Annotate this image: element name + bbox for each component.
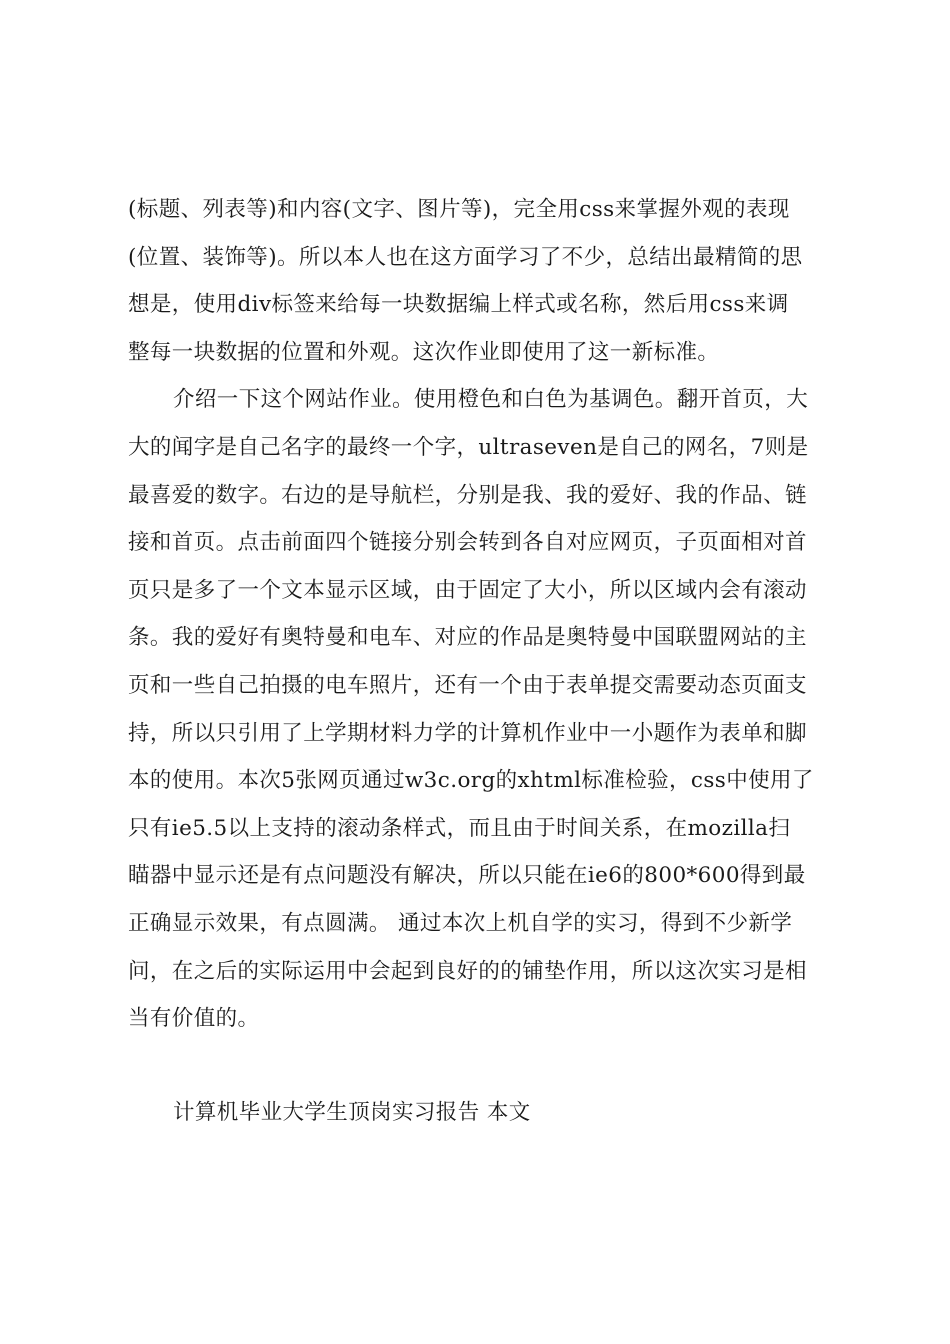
text-line: 正确显示效果，有点圆满。 通过本次上机自学的实习，得到不少新学 [128,910,793,936]
paragraph-2 [128,376,832,1042]
text-line: 问，在之后的实际运用中会起到良好的的铺垫作用，所以这次实习是相 [128,958,807,984]
text-line: 条。我的爱好有奥特曼和电车、对应的作品是奥特曼中国联盟网站的主 [128,625,807,651]
text-line: 整每一块数据的位置和外观。这次作业即使用了这一新标准。 [128,339,720,365]
text-line: 介绍一下这个网站作业。使用橙色和白色为基调色。翻开首页，大 [173,387,809,413]
text-line: 页和一些自己拍摄的电车照片，还有一个由于表单提交需要动态页面支 [128,672,807,698]
text-line: 接和首页。点击前面四个链接分别会转到各自对应网页，子页面相对首 [128,530,807,556]
text-line: 只有ie5.5以上支持的滚动条样式，而且由于时间关系，在mozilla扫 [128,815,791,841]
text-line: 大的闻字是自己名字的最终一个字，ultraseven是自己的网名，7则是 [128,434,809,460]
text-line: (标题、列表等)和内容(文字、图片等)，完全用css来掌握外观的表现 [128,197,790,222]
text-line: 本的使用。本次5张网页通过w3c.org的xhtml标准检验，css中使用了 [128,768,814,794]
trailer-caption: 计算机毕业大学生顶岗实习报告 本文 [173,1100,531,1125]
text-line: 想是，使用div标签来给每一块数据编上样式或名称，然后用css来调 [128,292,789,318]
text-line: 页只是多了一个文本显示区域，由于固定了大小，所以区域内会有滚动 [128,577,807,603]
paragraph-1 [128,186,832,376]
text-line: 当有价值的。 [128,1006,260,1032]
text-line: 最喜爱的数字。右边的是导航栏，分别是我、我的爱好、我的作品、链 [128,482,807,508]
text-line: (位置、装饰等)。所以本人也在这方面学习了不少，总结出最精简的思 [128,244,803,270]
text-line: 瞄器中显示还是有点问题没有解决，所以只能在ie6的800*600得到最 [128,863,806,889]
body-text [128,186,832,1043]
text-line: 持，所以只引用了上学期材料力学的计算机作业中一小题作为表单和脚 [128,720,807,746]
